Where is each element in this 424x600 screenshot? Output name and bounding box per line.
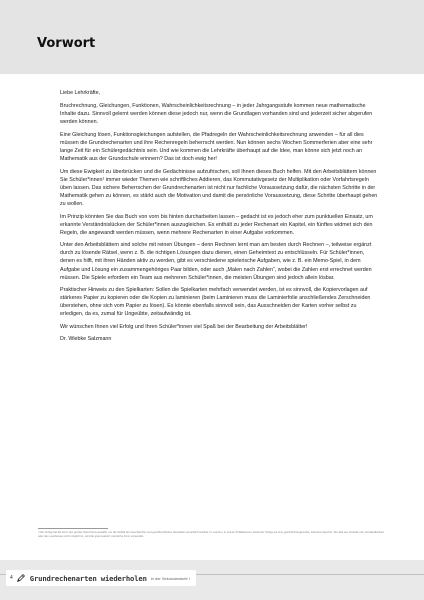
paragraph: Unter den Arbeitsblättern sind solche mit reinen Übungen – denn Rechnen lernt man am besten durch Rechnen –, teilweise ergänzt durch zu lösende Rätsel, wenn z. B. die richtigen Lösungen dazu dienen, einen Geheimtext zu entschlüsseln. Für Schüler*innen, denen es hilft, mit ihren Händen aktiv zu werden, gibt es verschiedene spielerische Aufgaben, wie z. B. ein Memo-Spiel, in dem Aufgabe und Lösung ein zusammengehöriges Paar bilden, oder auch „Malen nach Zahlen“, wobei die Zahlen erst errechnet werden müssen. Die Spiele erfordern ein Team aus mehreren Schüler*innen, die meisten Übungen sind jedoch allein lösbar.	[60, 242, 372, 281]
greeting: Liebe Lehrkräfte,	[60, 90, 101, 96]
pencil-icon	[16, 573, 26, 583]
paragraph: Um diese Ewigkeit zu überbrücken und die Gedächtnisse aufzufrischen, soll Ihnen dieses Buch helfen. Mit den Arbeitsblättern können Sie Schüler*innen¹ immer wieder Themen wie schriftliches Addieren, das Kommutativgesetz der Multiplikation oder Vorfahrtsregeln üben lassen. Das sichere Beherrschen der Grundrechenarten ist nicht nur fachliche Voraussetzung dafür, die nächsten Schritte in der Mathematik gehen zu können, es stärkt auch die Motivation und damit die persönliche Voraussetzung, diese Schritte überhaupt gehen zu wollen.	[60, 168, 378, 208]
book-subtitle: in der Sekundarstufe I	[150, 575, 190, 581]
footnote-divider	[38, 528, 108, 529]
footnote: ¹ Der Verlag hat die Form des gender-Sternchens gewählt, um die Vielfalt der Geschlechter und geschlechtlichen Identitäten sprachlich sichtbar zu machen. In seinen Publikationen achtet der Verlag auf eine geschlechtergerechte, inklusive Sprache. Wo dies aus Gründen der Verständlichkeit oder des Leseflusses nicht möglich ist, wird die grammatisch männliche Form verwendet.	[38, 531, 384, 538]
paragraph: Im Prinzip könnten Sie das Buch von vorn bis hinten durcharbeiten lassen – gedacht ist es jedoch eher zum punktuellen Einsatz, um erkannte Verständnislücken der Schüler*innen auszugleichen. Es enthält zu jeder Rechenart ein Kapitel, ein fünftes widmet sich den Regeln, die angewandt werden müssen, wenn mehrere Rechenarten in einer Aufgabe vorkommen.	[60, 213, 373, 236]
preface-body	[60, 89, 380, 348]
paragraph: Bruchrechnung, Gleichungen, Funktionen, Wahrscheinlichkeitsrechnung – in jeder Jahrgangsstufe kommen neue mathematische Inhalte dazu. Sinnvoll gelernt werden können diese jedoch nur, wenn die Grundlagen vorhanden sind und jederzeit sicher abgerufen werden können.	[60, 103, 373, 126]
page-number: 4	[10, 575, 13, 581]
signature: Dr. Wiebke Salzmann	[60, 336, 112, 343]
paragraph: Eine Gleichung lösen, Funktionsgleichungen aufstellen, die Pfadregeln der Wahrscheinlichkeitsrechnung anwenden – für all dies müssen die Grundrechenarten und ihre Rechenregeln beherrscht werden. Nun können sechs Wochen Sommerferien aber eine sehr lange Zeit für ein Schülergedächtnis sein. Und wie kommen die Lehrkräfte überhaupt auf die Idee, man könne sich jetzt noch an Mathematik aus der Grundschule erinnern? Das ist doch ewig her!	[60, 131, 373, 163]
footer-label	[6, 570, 196, 586]
book-title: Grundrechenarten wiederholen	[29, 573, 147, 583]
paragraph: Wir wünschen Ihnen viel Erfolg und Ihren Schüler*innen viel Spaß bei der Bearbeitung der Arbeitsblätter!	[60, 323, 308, 330]
paragraph: Praktischer Hinweis zu den Spielkarten: Sollen die Spielkarten mehrfach verwendet werden, ist es sinnvoll, die Kopiervorlagen auf stärkeres Papier zu kopieren oder die Kopien zu laminieren (beim Laminieren muss die Laminierfolie anschließendes Zerschneiden überstehen, ohne sich vom Papier zu lösen). Es könnte ebenfalls sinnvoll sein, das Ausschneiden der Karten vorher selbst zu erledigen, da es, zumal für Ungeübte, zeitaufwändig ist.	[60, 287, 371, 318]
page-title: Vorwort	[37, 36, 96, 51]
